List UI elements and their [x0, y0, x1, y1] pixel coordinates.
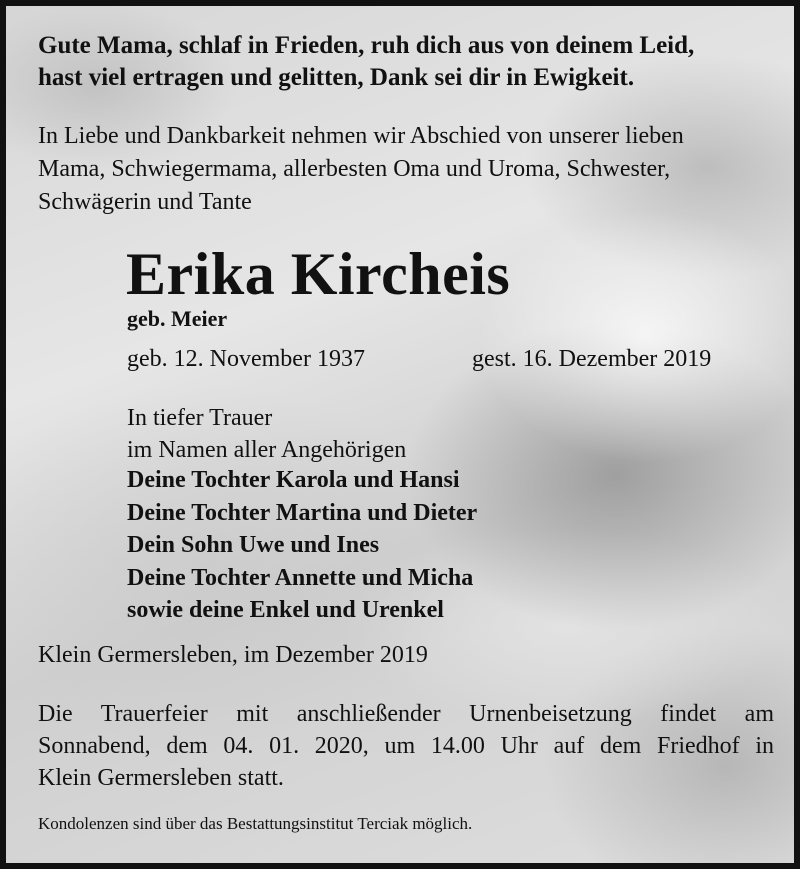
motto-verse	[38, 30, 694, 94]
funeral-line-1: Die Trauerfeier mit anschließender Urnenbeisetzung findet am	[38, 701, 774, 727]
intro-line-1: In Liebe und Dankbarkeit nehmen wir Abschied von unserer lieben	[38, 123, 684, 149]
intro-line-2: Mama, Schwiegermama, allerbesten Oma und Uroma, Schwester,	[38, 156, 671, 182]
maiden-name: geb. Meier	[127, 306, 228, 331]
relative-4: Deine Tochter Annette und Micha	[127, 564, 474, 591]
relative-1: Deine Tochter Karola und Hansi	[127, 467, 460, 493]
relative-5: sowie deine Enkel und Urenkel	[127, 597, 444, 623]
birth-date: geb. 12. November 1937	[127, 346, 365, 372]
relatives-list	[127, 464, 477, 627]
place-and-date: Klein Germersleben, im Dezember 2019	[38, 642, 428, 668]
motto-line-2: hast viel ertragen und gelitten, Dank sei dir in Ewigkeit.	[38, 64, 635, 91]
funeral-line-3: Klein Germersleben statt.	[38, 765, 284, 791]
mourning-line-1: In tiefer Trauer	[127, 405, 273, 431]
motto-line-1: Gute Mama, schlaf in Frieden, ruh dich aus von deinem Leid,	[38, 32, 695, 59]
relative-3: Dein Sohn Uwe und Ines	[127, 532, 380, 558]
funeral-line-2: Sonnabend, dem 04. 01. 2020, um 14.00 Uhr auf dem Friedhof in	[38, 733, 774, 759]
intro-line-3: Schwägerin und Tante	[38, 189, 252, 215]
intro-text	[38, 120, 684, 219]
mourning-text	[127, 402, 406, 466]
deceased-name: Erika Kircheis	[126, 241, 511, 307]
relative-2: Deine Tochter Martina und Dieter	[127, 499, 478, 526]
funeral-announcement	[38, 698, 774, 794]
death-date: gest. 16. Dezember 2019	[472, 346, 712, 372]
condolences-note: Kondolenzen sind über das Bestattungsinstitut Terciak möglich.	[38, 814, 473, 833]
mourning-line-2: im Namen aller Angehörigen	[127, 437, 407, 463]
